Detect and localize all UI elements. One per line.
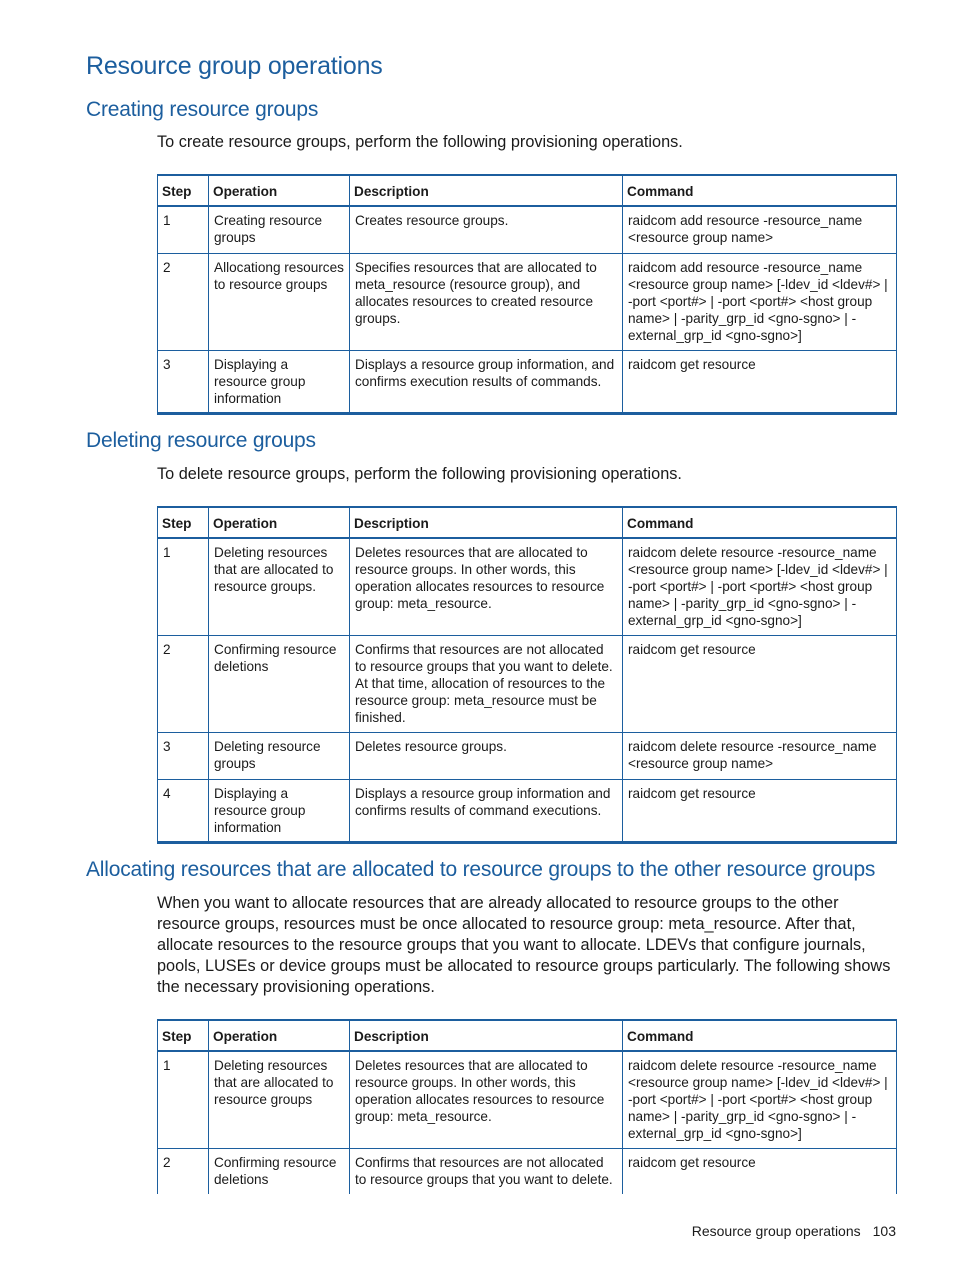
cell-step: 1 [158,206,209,253]
column-header-step: Step [158,1020,209,1051]
cell-step: 1 [158,1051,209,1148]
cell-operation: Allocationg resources to resource groups [209,253,350,350]
column-header-description: Description [350,507,623,538]
cell-step: 2 [158,635,209,732]
cell-operation: Deleting resources that are allocated to resource groups [209,1051,350,1148]
creating-operations-table [157,174,897,415]
column-header-operation: Operation [209,1020,350,1051]
cell-operation: Creating resource groups [209,206,350,253]
cell-description: Confirms that resources are not allocated to resource groups that you want to delete. [350,1148,623,1194]
cell-command: raidcom delete resource -resource_name <resource group name> [-ldev_id <ldev#> | -port <port#> | -port <port#> <host group name> | -parity_grp_id <gno-sgno> | -external_grp_id <gno-sgno>] [623,538,897,635]
table-header-row [158,175,897,206]
table-header-row [158,1020,897,1051]
cell-operation: Displaying a resource group information [209,779,350,842]
footer-section-title: Resource group operations [691,1223,861,1239]
column-header-description: Description [350,175,623,206]
section-heading-allocating: Allocating resources that are allocated to resource groups to the other resource groups [86,858,876,881]
cell-operation: Deleting resources that are allocated to resource groups. [209,538,350,635]
cell-description: Displays a resource group information, and confirms execution results of commands. [350,350,623,413]
cell-step: 1 [158,538,209,635]
cell-command: raidcom get resource [623,779,897,842]
cell-operation: Confirming resource deletions [209,1148,350,1194]
page-title: Resource group operations [86,52,383,80]
cell-description: Deletes resources that are allocated to resource groups. In other words, this operation allocates resources to resource group: meta_resource. [350,538,623,635]
cell-description: Deletes resource groups. [350,732,623,779]
table-row [158,253,897,350]
column-header-operation: Operation [209,175,350,206]
cell-step: 2 [158,1148,209,1194]
column-header-description: Description [350,1020,623,1051]
section-heading-creating: Creating resource groups [86,98,319,121]
page-footer [692,1223,896,1239]
table-row [158,779,897,842]
column-header-command: Command [623,1020,897,1051]
cell-description: Creates resource groups. [350,206,623,253]
column-header-step: Step [158,175,209,206]
column-header-command: Command [623,507,897,538]
column-header-command: Command [623,175,897,206]
cell-command: raidcom delete resource -resource_name <resource group name> [-ldev_id <ldev#> | -port <port#> | -port <port#> <host group name> | -parity_grp_id <gno-sgno> | -external_grp_id <gno-sgno>] [623,1051,897,1148]
cell-step: 3 [158,732,209,779]
cell-operation: Displaying a resource group information [209,350,350,413]
cell-command: raidcom add resource -resource_name <resource group name> [-ldev_id <ldev#> | -port <port#> | -port <port#> <host group name> | -parity_grp_id <gno-sgno> | -external_grp_id <gno-sgno>] [623,253,897,350]
cell-step: 2 [158,253,209,350]
allocating-operations-table [157,1019,897,1194]
table-row [158,350,897,413]
cell-operation: Deleting resource groups [209,732,350,779]
column-header-step: Step [158,507,209,538]
table-row [158,635,897,732]
cell-command: raidcom get resource [623,635,897,732]
cell-command: raidcom get resource [623,1148,897,1194]
table-row [158,732,897,779]
cell-description: Confirms that resources are not allocated to resource groups that you want to delete. At that time, allocation of resources to the resource group: meta_resource must be finished. [350,635,623,732]
cell-operation: Confirming resource deletions [209,635,350,732]
cell-step: 4 [158,779,209,842]
table-row [158,1148,897,1194]
deleting-operations-table [157,506,897,844]
table-row [158,538,897,635]
section-intro-deleting: To delete resource groups, perform the following provisioning operations. [157,465,682,483]
section-intro-allocating: When you want to allocate resources that are already allocated to resource groups to the other resource groups, resources must be once allocated to resource group: meta_resource. After that, allocate resources to the resource groups that you want to allocate. LDEVs that configure journals, pools, LUSEs or device groups must be allocated to resource groups particularly. The following shows the necessary provisioning operations. [157,894,891,996]
cell-command: raidcom get resource [623,350,897,413]
cell-command: raidcom delete resource -resource_name <resource group name> [623,732,897,779]
cell-command: raidcom add resource -resource_name <resource group name> [623,206,897,253]
section-heading-deleting: Deleting resource groups [86,429,316,452]
cell-description: Deletes resources that are allocated to resource groups. In other words, this operation allocates resources to resource group: meta_resource. [350,1051,623,1148]
table-header-row [158,507,897,538]
table-row [158,1051,897,1148]
column-header-operation: Operation [209,507,350,538]
page-number: 103 [872,1223,896,1239]
cell-description: Displays a resource group information and confirms results of command executions. [350,779,623,842]
table-row [158,206,897,253]
section-intro-creating: To create resource groups, perform the following provisioning operations. [157,133,683,151]
cell-description: Specifies resources that are allocated to meta_resource (resource group), and allocates resources to created resource groups. [350,253,623,350]
cell-step: 3 [158,350,209,413]
